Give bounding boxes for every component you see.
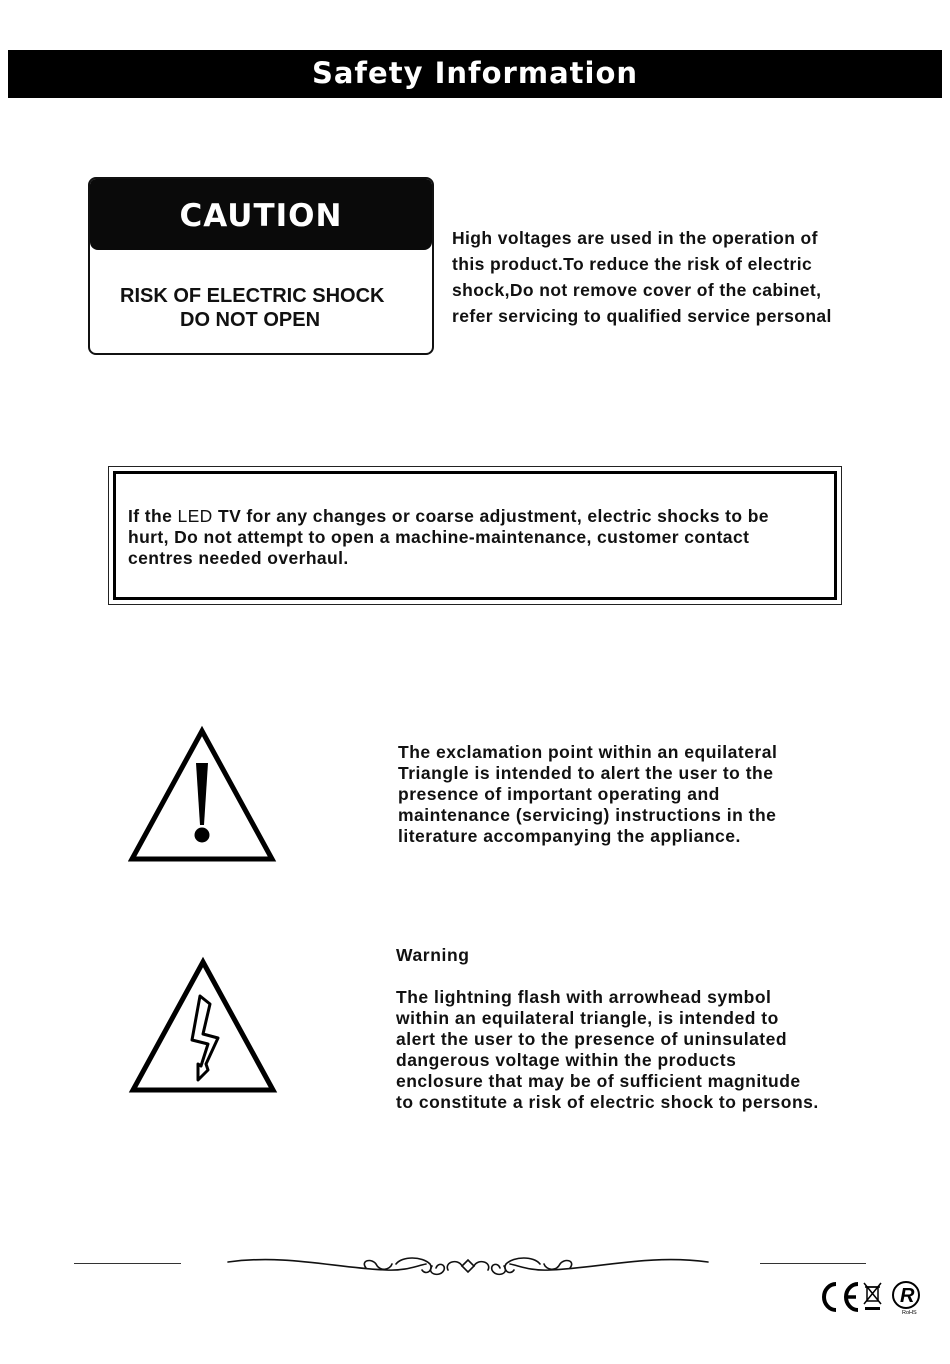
page-title: Safety Information	[311, 56, 639, 90]
text-line: centres needed overhaul.	[128, 548, 349, 568]
text-line	[128, 506, 838, 527]
lightning-text	[396, 987, 866, 1113]
caution-label	[88, 177, 434, 355]
text-line: within an equilateral triangle, is intended to	[396, 1008, 779, 1028]
caution-title: CAUTION	[179, 198, 343, 234]
high-voltage-text	[452, 225, 902, 329]
caution-line-1: RISK OF ELECTRIC SHOCK	[120, 285, 385, 307]
lightning-triangle-icon	[128, 956, 278, 1096]
text-line: alert the user to the presence of uninsulated	[396, 1029, 788, 1049]
text-line: enclosure that may be of sufficient magnitude	[396, 1071, 801, 1091]
text-line: High voltages are used in the operation of	[452, 228, 818, 248]
exclamation-triangle-icon	[128, 725, 278, 865]
decorative-flourish-icon	[226, 1248, 710, 1282]
svg-text:R: R	[900, 1285, 915, 1307]
caution-line-2: DO NOT OPEN	[180, 309, 321, 331]
text-fragment: If the	[128, 506, 178, 526]
text-line: The exclamation point within an equilateral	[398, 742, 778, 762]
certification-marks	[818, 1278, 924, 1318]
text-line: hurt, Do not attempt to open a machine-maintenance, customer contact	[128, 527, 750, 547]
header-bar	[8, 50, 942, 98]
text-line: presence of important operating and	[398, 784, 720, 804]
warning-label: Warning	[396, 945, 470, 965]
weee-bin-icon	[864, 1283, 881, 1310]
text-line: to constitute a risk of electric shock to persons.	[396, 1092, 819, 1112]
text-line: refer servicing to qualified service personal	[452, 306, 832, 326]
footer-rule-right	[760, 1263, 866, 1264]
text-line: literature accompanying the appliance.	[398, 826, 741, 846]
footer-rule-left	[74, 1263, 181, 1264]
ce-mark-icon	[824, 1284, 858, 1310]
text-line: maintenance (servicing) instructions in the	[398, 805, 777, 825]
text-line: dangerous voltage within the products	[396, 1050, 737, 1070]
exclamation-text	[398, 742, 858, 847]
led-text: LED	[177, 506, 213, 526]
text-line: Triangle is intended to alert the user to the	[398, 763, 774, 783]
text-fragment: TV for any changes or coarse adjustment, electric shocks to be	[212, 506, 769, 526]
rohs-text: RoHS	[902, 1310, 917, 1316]
caution-header	[90, 179, 432, 250]
text-line: shock,Do not remove cover of the cabinet,	[452, 280, 822, 300]
adjustment-notice-text	[128, 506, 838, 569]
rohs-icon	[893, 1282, 919, 1316]
text-line: The lightning flash with arrowhead symbol	[396, 987, 772, 1007]
text-line: this product.To reduce the risk of electric	[452, 254, 813, 274]
